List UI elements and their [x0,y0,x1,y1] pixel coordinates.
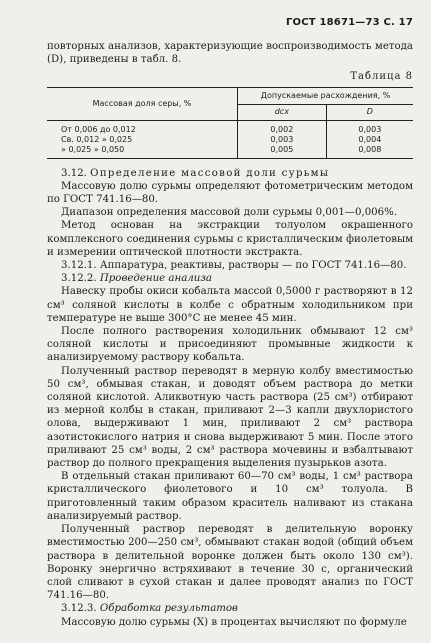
table-row [47,135,413,145]
paragraph: Метод основан на экстракции толуолом окрашенного комплексного соединения сурьмы с кристаллическим фиолетовым и измерении оптической плотности экстракта. [47,220,413,258]
section-3-12-heading [47,167,413,180]
table-row [47,120,413,135]
paragraph: Диапазон определения массовой доли сурьмы 0,001—0,006%. [61,207,398,219]
table-cell-d: 0,002 [238,120,327,135]
section-3-12-2-heading [47,272,413,285]
section-number: 3.12.2. [61,273,97,285]
table-cell-range: Св. 0,012 » 0,025 [47,135,238,145]
paragraph: Полученный раствор переводят в делительную воронку вместимостью 200—250 см³, обмывают стакан водой (общий объем раствора в делительной воронке должен быть около 130 см³). Воронку энергично встряхивают в течение 30 с, органический слой сливают в сухой стакан и далее проводят анализ по ГОСТ 741.16—80. [47,524,413,602]
table-8 [47,87,413,159]
table-cell-range: От 0,006 до 0,012 [47,120,238,135]
table-subheader-D: D [326,104,413,120]
intro-paragraph: повторных анализов, характеризующие воспроизводимость метода (D), приведены в табл. 8. [47,41,413,66]
table-col-mass-fraction-header: Массовая доля серы, % [47,87,238,120]
section-3-12-1: 3.12.1. Аппаратура, реактивы, растворы — по ГОСТ 741.16—80. [61,260,407,272]
page-content [47,40,413,629]
table-cell-d: 0,003 [238,135,327,145]
paragraph: Полученный раствор переводят в мерную колбу вместимостью 50 см³, обмывая стакан, и доводят объем раствора до метки соляной кислотой. Аликвотную часть раствора (25 см³) отбирают из мерной колбы в стакан, приливают 2—3 капли двухлористого олова, выдерживают 1 мин, приливают 2 см³ раствора азотистокислого натрия и снова выдерживают 5 мин. После этого приливают 25 см³ воды, 2 см³ раствора мочевины и взбалтывают раствор до полного прекращения выделения пузырьков азота. [47,365,413,470]
paragraph: Навеску пробы окиси кобальта массой 0,5000 г растворяют в 12 см³ соляной кислоты в колбе с обратным холодильником при температуре не выше 300°С не менее 45 мин. [47,286,413,324]
section-title: Определение массовой доли сурьмы [90,167,330,179]
section-number: 3.12. [61,167,87,179]
section-title: Проведение анализа [99,273,212,285]
table-cell-D: 0,008 [326,145,413,159]
paragraph: Массовую долю сурьмы (X) в процентах вычисляют по формуле [61,616,407,628]
paragraph: Массовую долю сурьмы определяют фотометрическим методом по ГОСТ 741.16—80. [47,180,413,206]
section-3-12-3-heading [47,602,413,615]
table-cell-d: 0,005 [238,145,327,159]
table-col-group-header: Допускаемые расхождения, % [238,87,414,104]
table-caption: Таблица 8 [350,71,413,83]
table-row [47,145,413,159]
table-cell-D: 0,004 [358,134,382,144]
table-subheader-d: dсх [238,104,327,120]
section-title: Обработка результатов [99,603,238,615]
table-cell-range: » 0,025 » 0,050 [47,145,238,159]
table-cell-D: 0,003 [358,124,382,134]
section-number: 3.12.3. [61,603,97,615]
running-header: ГОСТ 18671—73 С. 17 [285,17,413,28]
paragraph: После полного растворения холодильник обмывают 12 см³ соляной кислоты и присоединяют промывные жидкости к анализируемому раствору кобальта. [47,326,413,364]
paragraph: В отдельный стакан приливают 60—70 см³ воды, 1 см³ раствора кристаллического фиолетового и 10 см³ толуола. В приготовленный таким образом краситель наливают из стакана анализируемый раствор. [47,471,413,522]
